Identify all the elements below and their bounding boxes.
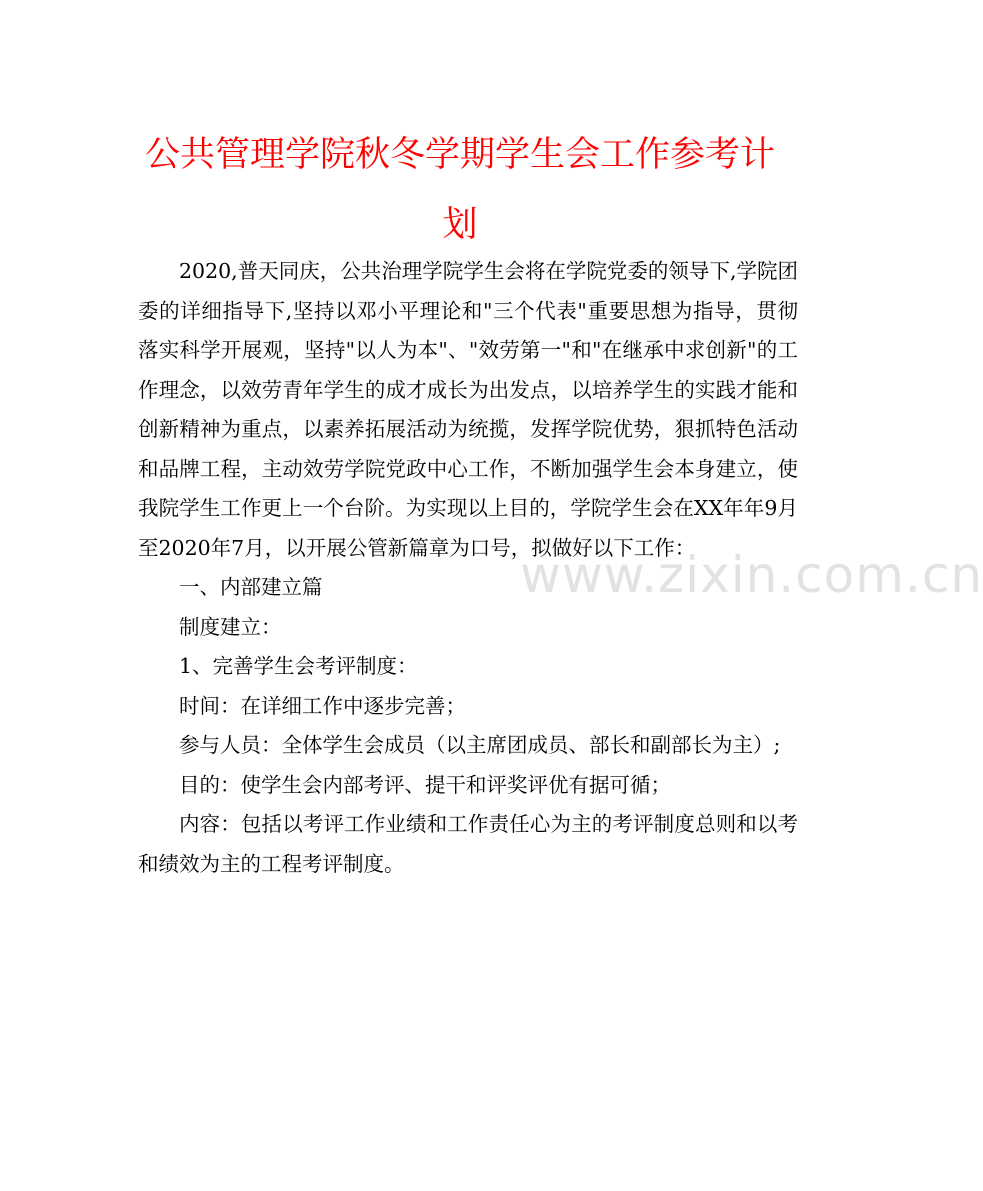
watermark: www.zixin.com.cn — [520, 546, 983, 604]
section-heading: 一、内部建立篇 — [179, 575, 323, 599]
intro-paragraph: 2020,普天同庆，公共治理学院学生会将在学院党委的领导下,学院团委的详细指导下,坚持以邓小平理论和"三个代表"重要思想为指导，贯彻落实科学开展观，坚持"以人为本"、"效劳第一"和"在继承中求创新"的工作理念，以效劳青年学生的成才成长为出发点，以培养学生的实践才能和创新精神为重点，以素养拓展活动为统揽，发挥学院优势，狠抓特色活动和品牌工程，主动效劳学院党政中心工作，不断加强学生会本身建立，使我院学生工作更上一个台阶。为实现以上目的，学院学生会在XX年年9月至2020年7月，以开展公管新篇章为口号，拟做好以下工作： — [138, 259, 798, 560]
item-heading: 1、完善学生会考评制度： — [179, 654, 418, 678]
document-body — [138, 252, 983, 884]
document-title: 公共管理学院秋冬学期学生会工作参考计划 — [144, 135, 775, 245]
participants-line: 参与人员：全体学生会成员（以主席团成员、部长和副部长为主）; — [179, 733, 781, 757]
content-paragraph: 内容：包括以考评工作业绩和工作责任心为主的考评制度总则和以考和绩效为主的工程考评制度。 — [138, 812, 798, 876]
purpose-line: 目的：使学生会内部考评、提干和评奖评优有据可循； — [179, 772, 671, 797]
subsection-heading: 制度建立： — [179, 614, 282, 639]
time-line: 时间：在详细工作中逐步完善； — [179, 693, 466, 718]
